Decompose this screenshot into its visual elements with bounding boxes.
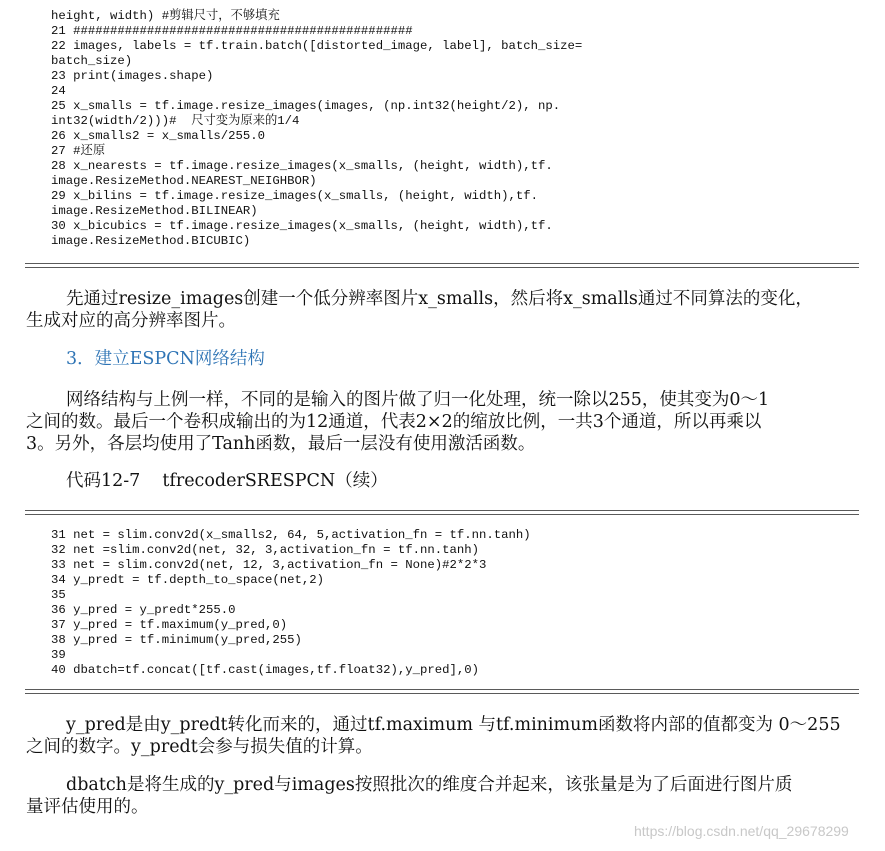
code-line: 22 images, labels = tf.train.batch([distorted_image, label], batch_size=: [51, 39, 583, 53]
code-caption-title: tfrecoderSRESPCN（续）: [162, 471, 388, 491]
code-line: image.ResizeMethod.NEAREST_NEIGHBOR): [51, 174, 317, 188]
paragraph-line: 之间的数。最后一个卷积成输出的为12通道，代表2×2的缩放比例，一共3个通道，所以再乘以: [26, 412, 762, 432]
code-line: 25 x_smalls = tf.image.resize_images(images, (np.int32(height/2), np.: [51, 99, 561, 113]
code-block-bottom-rule: [25, 689, 859, 694]
code-line: 36 y_pred = y_predt*255.0: [51, 603, 236, 617]
code-line: 27 #还原: [51, 144, 106, 158]
section-heading: 3．建立ESPCN网络结构: [66, 349, 265, 369]
code-line: 34 y_predt = tf.depth_to_space(net,2): [51, 573, 325, 587]
code-caption: [66, 469, 388, 493]
code-line: 30 x_bicubics = tf.image.resize_images(x_smalls, (height, width),tf.: [51, 219, 553, 233]
code-line: 26 x_smalls2 = x_smalls/255.0: [51, 129, 266, 143]
paragraph-line: y_pred是由y_predt转化而来的，通过tf.maximum 与tf.minimum函数将内部的值都变为 0～255: [66, 715, 841, 735]
code-line: 35: [51, 588, 66, 602]
code-line: 21 ##############################################: [51, 24, 413, 38]
paragraph-line: dbatch是将生成的y_pred与images按照批次的维度合并起来，该张量是为了后面进行图片质: [66, 775, 793, 795]
paragraph-network-structure: [26, 389, 862, 455]
paragraph-y-pred: [26, 714, 862, 758]
code-line: image.ResizeMethod.BICUBIC): [51, 234, 251, 248]
code-line: 28 x_nearests = tf.image.resize_images(x_smalls, (height, width),tf.: [51, 159, 553, 173]
code-line: 23 print(images.shape): [51, 69, 214, 83]
code-block-1: [51, 9, 582, 249]
watermark: https://blog.csdn.net/qq_29678299: [634, 823, 849, 839]
code-line: image.ResizeMethod.BILINEAR): [51, 204, 258, 218]
code-line: 38 y_pred = tf.minimum(y_pred,255): [51, 633, 302, 647]
code-line: 37 y_pred = tf.maximum(y_pred,0): [51, 618, 288, 632]
code-line: batch_size): [51, 54, 133, 68]
code-block-bottom-rule: [25, 263, 859, 268]
code-line: 29 x_bilins = tf.image.resize_images(x_smalls, (height, width),tf.: [51, 189, 539, 203]
paragraph-line: 量评估使用的。: [26, 797, 149, 817]
code-block-top-rule: [25, 510, 859, 515]
paragraph-line: 网络结构与上例一样，不同的是输入的图片做了归一化处理，统一除以255，使其变为0～1: [66, 390, 770, 410]
code-line: 40 dbatch=tf.concat([tf.cast(images,tf.float32),y_pred],0): [51, 663, 480, 677]
paragraph-line: 生成对应的高分辨率图片。: [26, 311, 236, 331]
code-line: 39: [51, 648, 66, 662]
paragraph-dbatch: [26, 774, 862, 818]
paragraph-resize-description: [26, 288, 862, 332]
code-line: height, width) #剪辑尺寸，不够填充: [51, 9, 280, 23]
code-line: 33 net = slim.conv2d(net, 12, 3,activation_fn = None)#2*2*3: [51, 558, 487, 572]
code-line: int32(width/2)))# 尺寸变为原来的1/4: [51, 114, 300, 128]
paragraph-line: 3。另外，各层均使用了Tanh函数，最后一层没有使用激活函数。: [26, 434, 536, 454]
code-block-2: [51, 528, 531, 678]
paragraph-line: 先通过resize_images创建一个低分辨率图片x_smalls，然后将x_smalls通过不同算法的变化，: [66, 289, 813, 309]
code-line: 32 net =slim.conv2d(net, 32, 3,activation_fn = tf.nn.tanh): [51, 543, 480, 557]
code-line: 24: [51, 84, 66, 98]
code-line: 31 net = slim.conv2d(x_smalls2, 64, 5,activation_fn = tf.nn.tanh): [51, 528, 531, 542]
code-caption-number: 代码12-7: [66, 471, 141, 491]
paragraph-line: 之间的数字。y_predt会参与损失值的计算。: [26, 737, 373, 757]
